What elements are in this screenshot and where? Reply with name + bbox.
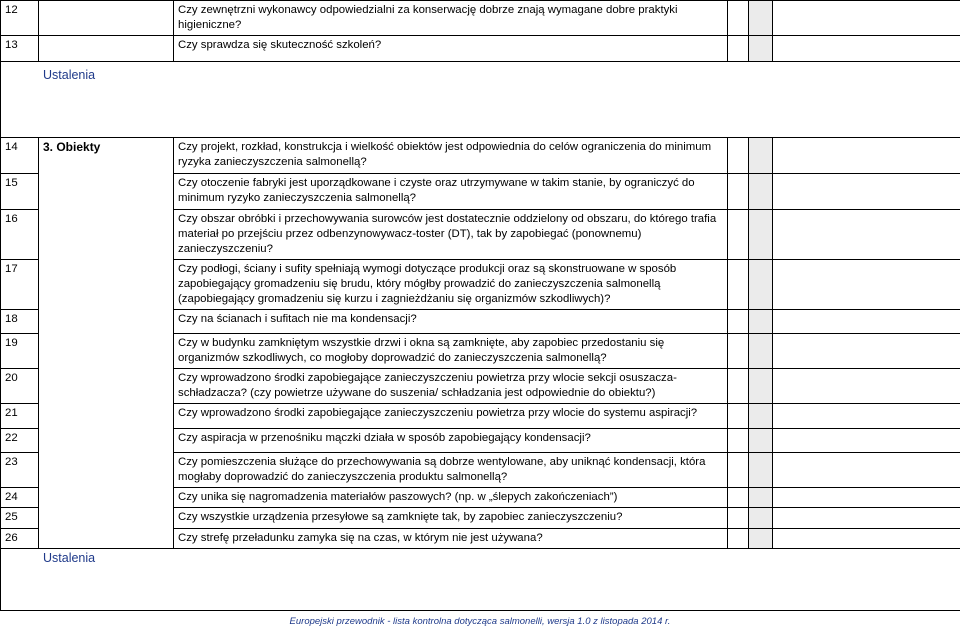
row-number: 22 (1, 429, 39, 453)
findings-label: Ustalenia (43, 68, 96, 82)
question-text: Czy wprowadzono środki zapobiegające zanieczyszczeniu powietrza przy wlocie sekcji osuszacza-schładzacza? (czy powietrze używane do suszenia/ schładzania jest odpowiednie do obiektu?) (174, 369, 728, 404)
notes-cell[interactable] (773, 529, 960, 549)
notes-cell[interactable] (773, 404, 960, 429)
question-text: Czy otoczenie fabryki jest uporządkowane i czyste oraz utrzymywane w takim stanie, by ograniczyć do minimum ryzyko zanieczyszczenia salmonellą? (174, 174, 728, 210)
findings-row (1, 62, 960, 138)
answer-cell[interactable] (749, 210, 773, 260)
answer-cell[interactable] (749, 310, 773, 334)
notes-cell[interactable] (773, 334, 960, 369)
section-title: 3. Obiekty (39, 138, 174, 549)
notes-cell[interactable] (773, 429, 960, 453)
question-text: Czy obszar obróbki i przechowywania surowców jest dostatecznie oddzielony od obszaru, do którego trafia materiał po przejściu przez odbenzynowywacz-toster (DT), tak by zapobiegać (ponownemu) zanieczyszczeniu? (174, 210, 728, 260)
question-text: Czy na ścianach i sufitach nie ma kondensacji? (174, 310, 728, 334)
answer-cell[interactable] (749, 138, 773, 174)
question-text: Czy projekt, rozkład, konstrukcja i wielkość obiektów jest odpowiednia do celów ograniczenia do minimum ryzyka zanieczyszczenia salmonellą? (174, 138, 728, 174)
answer-cell[interactable] (749, 1, 773, 36)
findings-label: Ustalenia (43, 551, 96, 565)
answer-cell[interactable] (749, 260, 773, 310)
row-number: 16 (1, 210, 39, 260)
findings-row (1, 549, 960, 611)
answer-cell[interactable] (749, 508, 773, 529)
table-row (1, 138, 960, 174)
question-text: Czy strefę przeładunku zamyka się na czas, w którym nie jest używana? (174, 529, 728, 549)
table-row (1, 36, 960, 62)
question-text: Czy wszystkie urządzenia przesyłowe są zamknięte tak, by zapobiec zanieczyszczeniu? (174, 508, 728, 529)
row-number: 25 (1, 508, 39, 529)
question-text: Czy zewnętrzni wykonawcy odpowiedzialni za konserwację dobrze znają wymagane dobre praktyki higieniczne? (174, 1, 728, 36)
notes-cell[interactable] (773, 210, 960, 260)
notes-cell[interactable] (773, 260, 960, 310)
notes-cell[interactable] (773, 1, 960, 36)
row-number: 14 (1, 138, 39, 174)
row-number: 26 (1, 529, 39, 549)
notes-cell[interactable] (773, 369, 960, 404)
answer-cell[interactable] (749, 174, 773, 210)
answer-cell[interactable] (749, 488, 773, 508)
answer-cell[interactable] (749, 334, 773, 369)
table-row (1, 1, 960, 36)
question-text: Czy aspiracja w przenośniku mączki działa w sposób zapobiegający kondensacji? (174, 429, 728, 453)
notes-cell[interactable] (773, 508, 960, 529)
answer-cell[interactable] (749, 453, 773, 488)
page-footer: Europejski przewodnik - lista kontrolna dotycząca salmonelli, wersja 1.0 z listopada 2014 r. (289, 616, 671, 627)
question-text: Czy w budynku zamkniętym wszystkie drzwi i okna są zamknięte, aby zapobiec przedostaniu się organizmów szkodliwych, co mogłoby doprowadzić do zanieczyszczenia salmonellą? (174, 334, 728, 369)
answer-cell[interactable] (749, 429, 773, 453)
question-text: Czy wprowadzono środki zapobiegające zanieczyszczeniu powietrza przy wlocie do systemu aspiracji? (174, 404, 728, 429)
notes-cell[interactable] (773, 310, 960, 334)
notes-cell[interactable] (773, 453, 960, 488)
question-text: Czy sprawdza się skuteczność szkoleń? (174, 36, 728, 62)
question-text: Czy podłogi, ściany i sufity spełniają wymogi dotyczące produkcji oraz są skonstruowane w sposób zapobiegający gromadzeniu się brudu, który mógłby prowadzić do zanieczyszczenia salmonellą (zapobiegający gromadzeniu się kurzu i zagnieżdżaniu się organizmów szkodliwych)? (174, 260, 728, 310)
notes-cell[interactable] (773, 138, 960, 174)
row-number: 12 (1, 1, 39, 36)
row-number: 17 (1, 260, 39, 310)
row-number: 19 (1, 334, 39, 369)
answer-cell[interactable] (749, 369, 773, 404)
notes-cell[interactable] (773, 174, 960, 210)
row-number: 20 (1, 369, 39, 404)
row-number: 13 (1, 36, 39, 62)
notes-cell[interactable] (773, 36, 960, 62)
question-text: Czy unika się nagromadzenia materiałów paszowych? (np. w „ślepych zakończeniach”) (174, 488, 728, 508)
question-text: Czy pomieszczenia służące do przechowywania są dobrze wentylowane, aby uniknąć kondensacji, która mogłaby doprowadzić do zanieczyszczenia produktu salmonellą? (174, 453, 728, 488)
answer-cell[interactable] (749, 404, 773, 429)
answer-cell[interactable] (749, 36, 773, 62)
row-number: 21 (1, 404, 39, 429)
row-number: 23 (1, 453, 39, 488)
row-number: 24 (1, 488, 39, 508)
row-number: 18 (1, 310, 39, 334)
notes-cell[interactable] (773, 488, 960, 508)
answer-cell[interactable] (749, 529, 773, 549)
row-number: 15 (1, 174, 39, 210)
